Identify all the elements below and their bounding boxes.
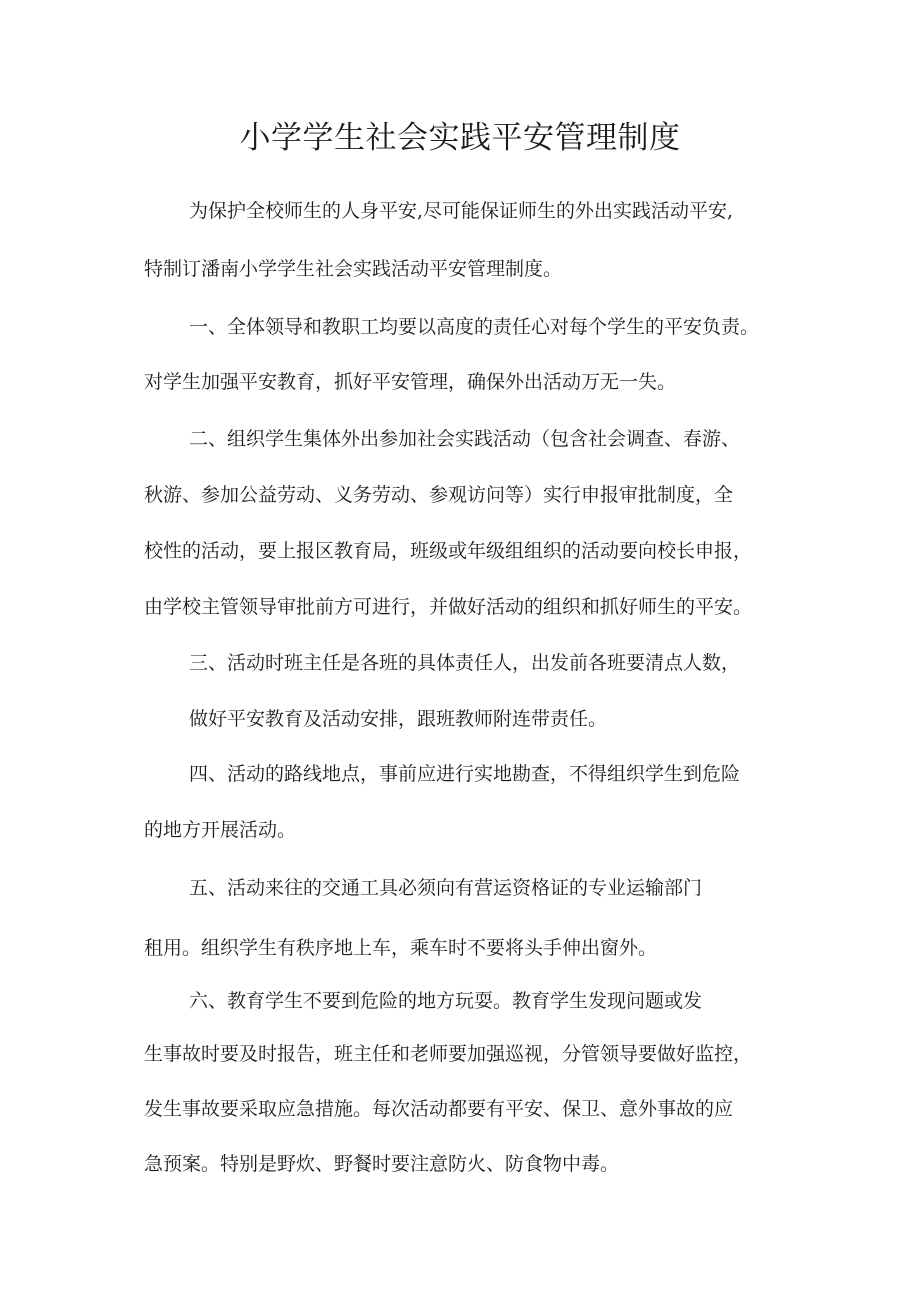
body-line: 生事故时要及时报告，班主任和老师要加强巡视，分管领导要做好监控，	[144, 1043, 753, 1065]
body-line: 三、活动时班主任是各班的具体责任人，出发前各班要清点人数，	[189, 652, 741, 674]
body-line: 对学生加强平安教育，抓好平安管理，确保外出活动万无一失。	[144, 371, 677, 393]
body-line: 六、教育学生不要到危险的地方玩耍。教育学生发现问题或发	[189, 990, 703, 1012]
body-line: 二、组织学生集体外出参加社会实践活动（包含社会调查、春游、	[189, 428, 741, 450]
body-line: 五、活动来往的交通工具必须向有营运资格证的专业运输部门	[189, 877, 703, 899]
body-line: 由学校主管领导审批前方可进行，并做好活动的组织和抓好师生的平安。	[144, 596, 753, 618]
body-line: 四、活动的路线地点，事前应进行实地勘查，不得组织学生到危险	[189, 763, 741, 785]
body-line: 的地方开展活动。	[144, 819, 297, 841]
body-line: 秋游、参加公益劳动、义务劳动、参观访问等）实行申报审批制度，全	[144, 484, 734, 506]
body-line: 校性的活动，要上报区教育局，班级或年级组组织的活动要向校长申报，	[144, 540, 753, 562]
body-line: 租用。组织学生有秩序地上车，乘车时不要将头手伸出窗外。	[144, 937, 658, 959]
body-line: 为保护全校师生的人身平安,尽可能保证师生的外出实践活动平安,	[189, 200, 734, 222]
body-line: 做好平安教育及活动安排，跟班教师附连带责任。	[189, 708, 608, 730]
body-line: 一、全体领导和教职工均要以高度的责任心对每个学生的平安负责。	[189, 316, 760, 338]
body-line: 特制订潘南小学学生社会实践活动平安管理制度。	[144, 258, 563, 280]
body-line: 发生事故要采取应急措施。每次活动都要有平安、保卫、意外事故的应	[144, 1098, 734, 1120]
document-title: 小学学生社会实践平安管理制度	[239, 120, 681, 156]
body-line: 急预案。特别是野炊、野餐时要注意防火、防食物中毒。	[144, 1153, 620, 1175]
